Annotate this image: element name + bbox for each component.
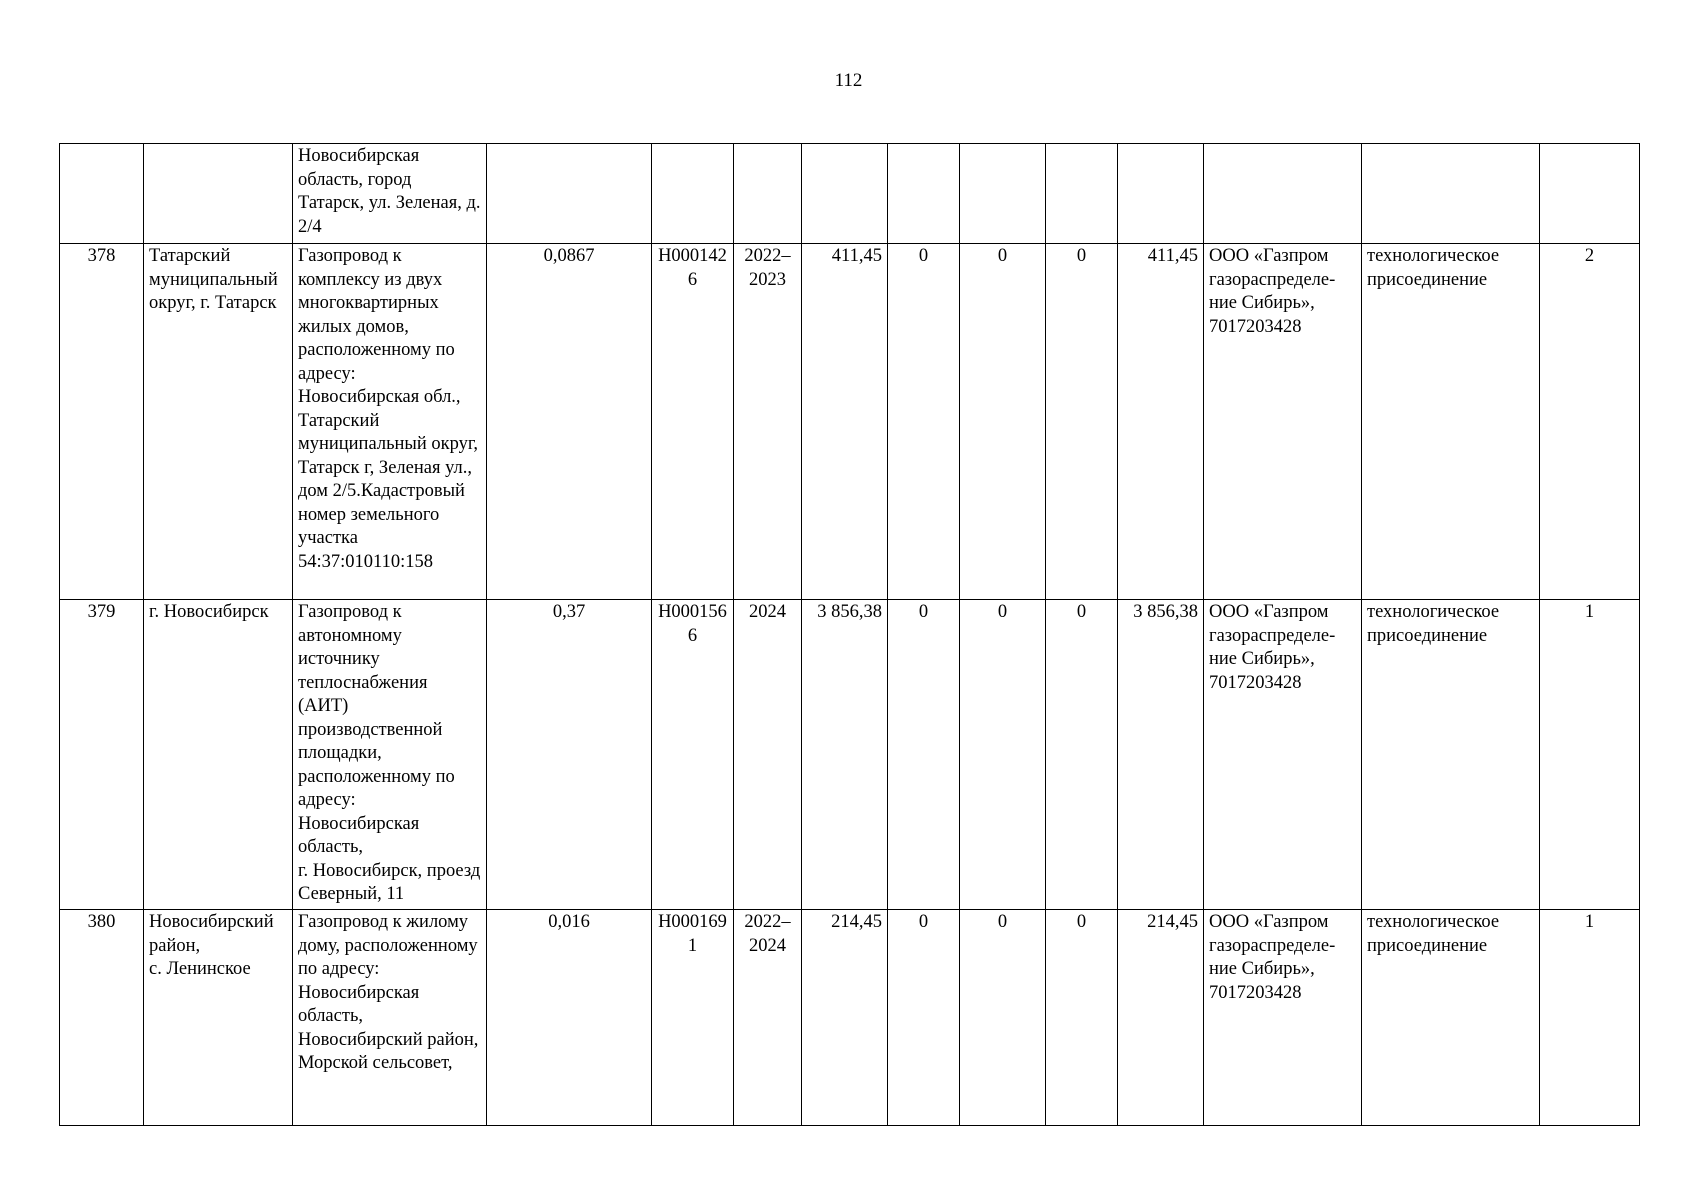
value-cell-4: 411,45 xyxy=(1118,244,1204,600)
object-description-cell: Газопровод к жилому дому, расположенному по адресу: Новосибирская область, Новосибирский район, Морской сельсовет, xyxy=(293,910,487,1126)
object-code-cell xyxy=(652,144,734,244)
purpose-cell: технологическое присоединение xyxy=(1362,244,1540,600)
count-cell: 1 xyxy=(1540,600,1640,910)
municipality-cell: Новосибирский район, с. Ленинское xyxy=(144,910,293,1126)
value-cell-2: 0 xyxy=(960,600,1046,910)
municipality-cell xyxy=(144,144,293,244)
value-cell-3: 0 xyxy=(1046,910,1118,1126)
object-code-cell: Н000169 1 xyxy=(652,910,734,1126)
object-code-cell: Н000156 6 xyxy=(652,600,734,910)
table-row xyxy=(60,244,1640,600)
value-cell-4: 214,45 xyxy=(1118,910,1204,1126)
count-cell: 2 xyxy=(1540,244,1640,600)
count-cell xyxy=(1540,144,1640,244)
value-cell-4 xyxy=(1118,144,1204,244)
count-cell: 1 xyxy=(1540,910,1640,1126)
length-cell xyxy=(487,144,652,244)
object-description-cell: Газопровод к автономному источнику теплоснабжения (АИТ) производственной площадки, расположенному по адресу: Новосибирская область, г. Новосибирск, проезд Северный, 11 xyxy=(293,600,487,910)
value-cell-1 xyxy=(888,144,960,244)
table-row xyxy=(60,910,1640,1126)
purpose-cell: технологическое присоединение xyxy=(1362,910,1540,1126)
row-number-cell: 378 xyxy=(60,244,144,600)
organization-cell xyxy=(1204,144,1362,244)
value-cell-1: 0 xyxy=(888,244,960,600)
years-cell: 2024 xyxy=(734,600,802,910)
years-cell xyxy=(734,144,802,244)
purpose-cell: технологическое присоединение xyxy=(1362,600,1540,910)
years-cell: 2022– 2024 xyxy=(734,910,802,1126)
table-row xyxy=(60,144,1640,244)
total-cost-cell: 411,45 xyxy=(802,244,888,600)
value-cell-3: 0 xyxy=(1046,600,1118,910)
object-description-cell: Газопровод к комплексу из двух многоквартирных жилых домов, расположенному по адресу: Новосибирская обл., Татарский муниципальный округ, Татарск г, Зеленая ул., дом 2/5.Кадастровый номер земельного участка 54:37:010110:158 xyxy=(293,244,487,600)
investment-program-table xyxy=(59,143,1640,1126)
row-number-cell: 379 xyxy=(60,600,144,910)
municipality-cell: Татарский муниципальный округ, г. Татарск xyxy=(144,244,293,600)
object-code-cell: Н000142 6 xyxy=(652,244,734,600)
length-cell: 0,37 xyxy=(487,600,652,910)
municipality-cell: г. Новосибирск xyxy=(144,600,293,910)
value-cell-2: 0 xyxy=(960,244,1046,600)
row-number-cell xyxy=(60,144,144,244)
length-cell: 0,0867 xyxy=(487,244,652,600)
value-cell-3 xyxy=(1046,144,1118,244)
value-cell-2 xyxy=(960,144,1046,244)
table-row xyxy=(60,600,1640,910)
total-cost-cell: 3 856,38 xyxy=(802,600,888,910)
value-cell-3: 0 xyxy=(1046,244,1118,600)
total-cost-cell: 214,45 xyxy=(802,910,888,1126)
object-description-cell: Новосибирская область, город Татарск, ул. Зеленая, д. 2/4 xyxy=(293,144,487,244)
value-cell-1: 0 xyxy=(888,600,960,910)
value-cell-1: 0 xyxy=(888,910,960,1126)
years-cell: 2022– 2023 xyxy=(734,244,802,600)
organization-cell: ООО «Газпром газораспределе-ние Сибирь», 7017203428 xyxy=(1204,600,1362,910)
page-number: 112 xyxy=(834,70,863,91)
row-number-cell: 380 xyxy=(60,910,144,1126)
purpose-cell xyxy=(1362,144,1540,244)
value-cell-4: 3 856,38 xyxy=(1118,600,1204,910)
organization-cell: ООО «Газпром газораспределе-ние Сибирь», 7017203428 xyxy=(1204,910,1362,1126)
value-cell-2: 0 xyxy=(960,910,1046,1126)
organization-cell: ООО «Газпром газораспределе-ние Сибирь», 7017203428 xyxy=(1204,244,1362,600)
total-cost-cell xyxy=(802,144,888,244)
length-cell: 0,016 xyxy=(487,910,652,1126)
